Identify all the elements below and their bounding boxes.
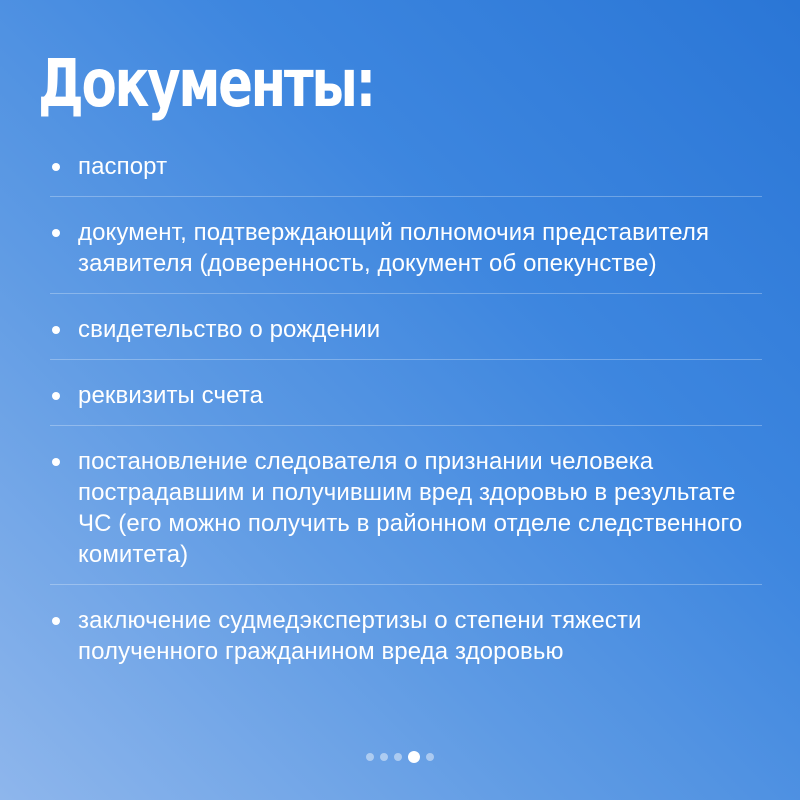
list-item-text: реквизиты счета [78, 382, 264, 409]
bullet-icon [52, 229, 60, 237]
list-item-text: заключение судмедэкспертизы о степени тяжести полученного гражданином вреда здоровью [78, 607, 642, 665]
pagination-dot[interactable] [426, 753, 434, 761]
list-item [50, 197, 762, 294]
list-item-text: документ, подтверждающий полномочия представителя заявителя (доверенность, документ об опекунстве) [78, 219, 710, 277]
list-item [50, 585, 762, 681]
pagination-dot-active[interactable] [408, 751, 420, 763]
page-title: Документы: [38, 45, 374, 122]
list-item-text: паспорт [78, 153, 168, 180]
document-list [50, 142, 762, 681]
pagination-dot[interactable] [380, 753, 388, 761]
bullet-icon [52, 458, 60, 466]
bullet-icon [52, 392, 60, 400]
pagination-dot[interactable] [366, 753, 374, 761]
list-item-text: свидетельство о рождении [78, 316, 381, 343]
list-item [50, 142, 762, 197]
list-item [50, 360, 762, 426]
bullet-icon [52, 163, 60, 171]
pagination-dot[interactable] [394, 753, 402, 761]
bullet-icon [52, 617, 60, 625]
carousel-pagination [0, 751, 800, 763]
list-item [50, 294, 762, 360]
list-item [50, 426, 762, 585]
list-item-text: постановление следователя о признании человека пострадавшим и получившим вред здоровью в результате ЧС (его можно получить в районном отделе следственного комитета) [78, 448, 743, 568]
bullet-icon [52, 326, 60, 334]
